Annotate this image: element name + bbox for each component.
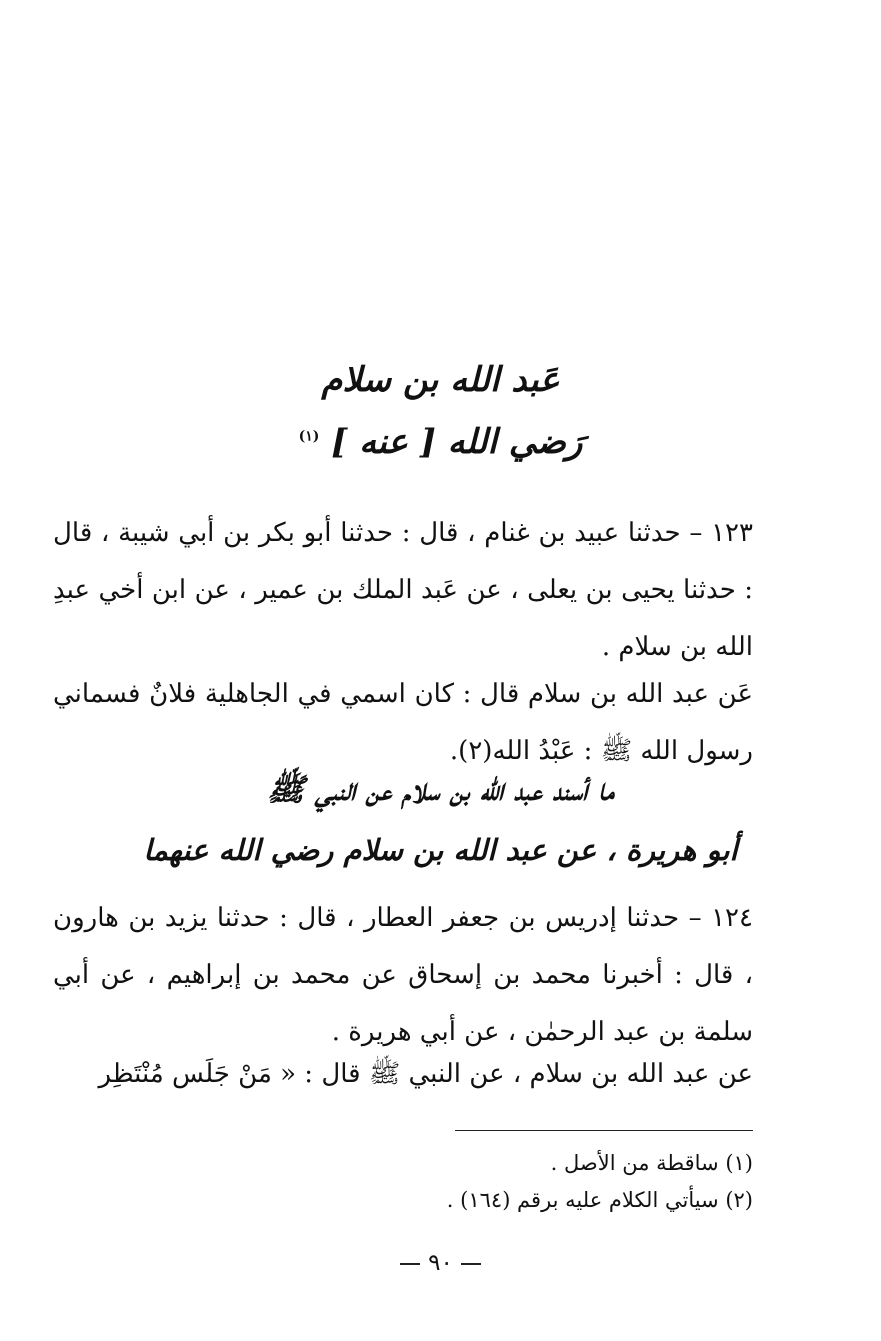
hadith-124-matn: عن عبد الله بن سلام ، عن النبي ﷺ قال : « مَنْ جَلَس مُنْتَظِر bbox=[98, 1059, 753, 1089]
footnote-divider bbox=[455, 1130, 753, 1131]
hadith-123-isnad: ١٢٣ – حدثنا عبيد بن غنام ، قال : حدثنا أبو بكر بن أبي شيبة ، قال : حدثنا يحيى بن يعلى ، عن عَبد الملك بن عمير ، عن ابن أخي عبدِ الله بن سلام . bbox=[53, 518, 753, 662]
section-title: ما أسند عبد الله بن سلام عن النبي ﷺ bbox=[267, 772, 614, 808]
footnote-marker: (١) bbox=[298, 428, 320, 445]
page-number-text: ٩٠ bbox=[428, 1250, 453, 1276]
subtitle-text: رَضي الله [ عنه ] bbox=[331, 422, 583, 462]
biography-subtitle bbox=[0, 422, 881, 462]
page-number bbox=[0, 1250, 881, 1276]
footnote-2: (٢) سيأتي الكلام عليه برقم (١٦٤) . bbox=[446, 1188, 753, 1212]
chain-title: أبو هريرة ، عن عبد الله بن سلام رضي الله عنهما bbox=[143, 833, 738, 867]
page-number-dash-right bbox=[400, 1263, 420, 1265]
page-number-dash-left bbox=[461, 1263, 481, 1265]
hadith-124-isnad: ١٢٤ – حدثنا إدريس بن جعفر العطار ، قال : حدثنا يزيد بن هارون ، قال : أخبرنا محمد بن إسحاق عن محمد بن إبراهيم ، عن أبي سلمة بن عبد الرحمٰن ، عن أبي هريرة . bbox=[53, 903, 753, 1047]
footnote-1: (١) ساقطة من الأصل . bbox=[550, 1151, 753, 1175]
biography-title: عَبد الله بن سلام bbox=[321, 360, 560, 400]
footnotes bbox=[53, 1145, 753, 1219]
hadith-123-matn: عَن عبد الله بن سلام قال : كان اسمي في الجاهلية فلانٌ فسماني رسول الله ﷺ : عَبْدُ الله(٢). bbox=[53, 679, 753, 766]
